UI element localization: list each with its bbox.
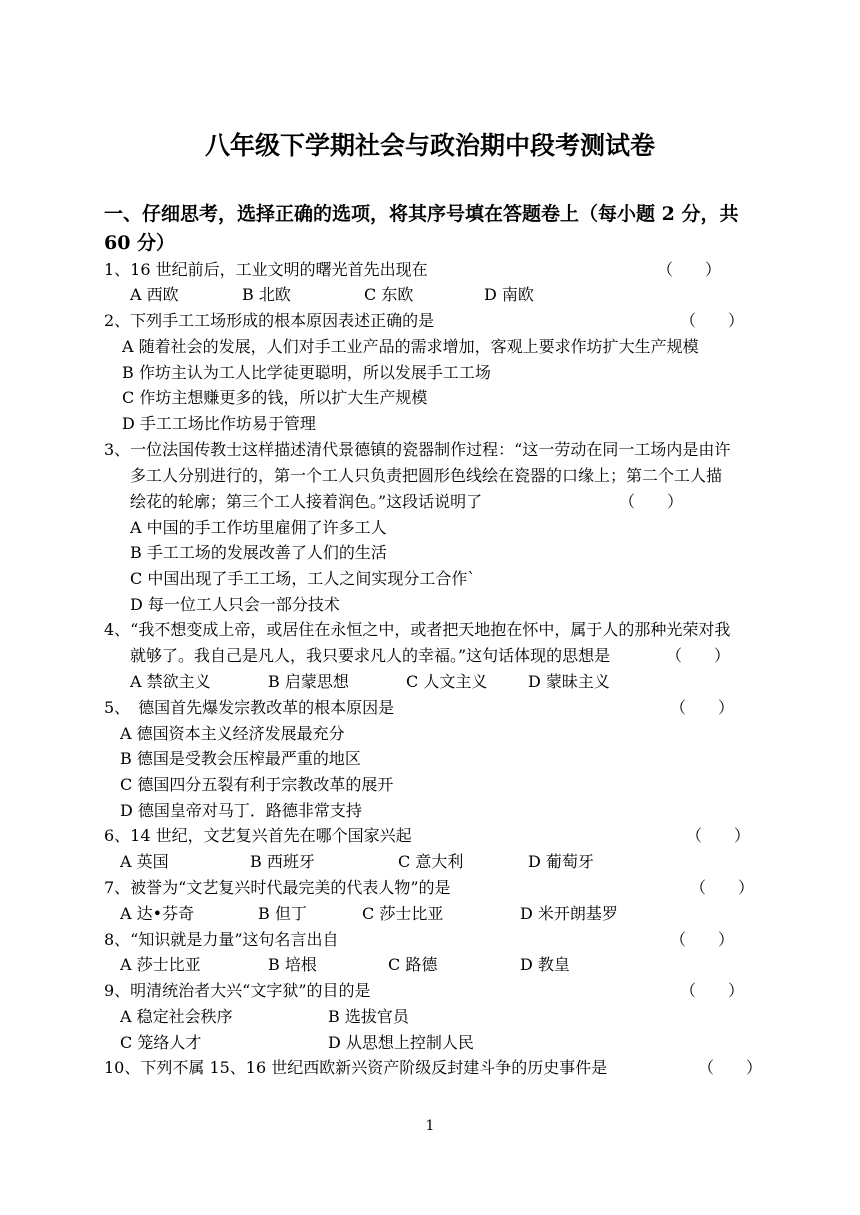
question-5-text: 5、 德国首先爆发宗教改革的根本原因是 bbox=[104, 698, 395, 717]
question-5-option-c: C 德国四分五裂有利于宗教改革的展开 bbox=[120, 775, 394, 794]
question-1-option-b: B 北欧 bbox=[242, 285, 291, 304]
question-8-answer-blank: （ ） bbox=[670, 930, 735, 949]
question-3-option-b: B 手工工场的发展改善了人们的生活 bbox=[130, 543, 387, 562]
question-6-option-c: C 意大利 bbox=[398, 852, 464, 871]
question-2-option-a: A 随着社会的发展，人们对手工业产品的需求增加，客观上要求作坊扩大生产规模 bbox=[122, 337, 699, 356]
question-6-answer-blank: （ ） bbox=[686, 826, 751, 845]
question-3-text-line3: 绘花的轮廓；第三个工人接着润色。”这段话说明了 bbox=[130, 492, 483, 511]
question-3-text-line2: 多工人分别进行的，第一个工人只负责把圆形色线绘在瓷器的口缘上；第二个工人描 bbox=[130, 466, 723, 485]
question-8-option-a: A 莎士比亚 bbox=[120, 955, 201, 974]
page-number: 1 bbox=[425, 1118, 435, 1134]
question-7-option-c: C 莎士比亚 bbox=[362, 904, 444, 923]
question-5-answer-blank: （ ） bbox=[670, 698, 735, 717]
question-8-text: 8、“知识就是力量”这句名言出自 bbox=[104, 930, 339, 949]
question-4-option-b: B 启蒙思想 bbox=[268, 672, 349, 691]
question-3-option-c: C 中国出现了手工工场，工人之间实现分工合作` bbox=[130, 569, 476, 588]
question-3-option-a: A 中国的手工作坊里雇佣了许多工人 bbox=[130, 518, 387, 537]
question-7-option-b: B 但丁 bbox=[258, 904, 307, 923]
question-9-option-c: C 笼络人才 bbox=[120, 1033, 202, 1052]
question-2-option-d: D 手工工场比作坊易于管理 bbox=[122, 414, 316, 433]
question-5-option-a: A 德国资本主义经济发展最充分 bbox=[120, 724, 345, 743]
question-2-text: 2、下列手工工场形成的根本原因表述正确的是 bbox=[104, 311, 435, 330]
question-9-answer-blank: （ ） bbox=[680, 981, 745, 1000]
question-3-answer-blank: （ ） bbox=[619, 492, 684, 511]
question-10-answer-blank: （ ） bbox=[698, 1058, 763, 1077]
question-10-text: 10、下列不属 15、16 世纪西欧新兴资产阶级反封建斗争的历史事件是 bbox=[104, 1058, 608, 1077]
question-1-text: 1、16 世纪前后，工业文明的曙光首先出现在 bbox=[104, 260, 428, 279]
question-8-option-d: D 教皇 bbox=[520, 955, 570, 974]
question-8-option-c: C 路德 bbox=[388, 955, 438, 974]
question-5-option-d: D 德国皇帝对马丁．路德非常支持 bbox=[120, 801, 362, 820]
question-7-answer-blank: （ ） bbox=[690, 878, 755, 897]
question-7-option-a: A 达•芬奇 bbox=[120, 904, 195, 923]
section-heading-line1: 一、仔细思考，选择正确的选项，将其序号填在答题卷上（每小题 2 分，共 bbox=[104, 203, 739, 225]
question-3-option-d: D 每一位工人只会一部分技术 bbox=[130, 595, 340, 614]
question-9-option-b: B 选拔官员 bbox=[328, 1007, 409, 1026]
question-1-option-c: C 东欧 bbox=[364, 285, 414, 304]
question-1-option-d: D 南欧 bbox=[484, 285, 534, 304]
question-6-option-a: A 英国 bbox=[120, 852, 169, 871]
question-3-text-line1: 3、一位法国传教士这样描述清代景德镇的瓷器制作过程：“这一劳动在同一工场内是由许 bbox=[104, 440, 731, 459]
section-heading bbox=[104, 200, 784, 258]
question-7-text: 7、被誉为“文艺复兴时代最完美的代表人物”的是 bbox=[104, 878, 451, 897]
exam-title: 八年级下学期社会与政治期中段考测试卷 bbox=[204, 131, 655, 160]
question-4-option-a: A 禁欲主义 bbox=[130, 672, 211, 691]
question-6-option-b: B 西班牙 bbox=[250, 852, 315, 871]
question-1-option-a: A 西欧 bbox=[130, 285, 179, 304]
question-6-option-d: D 葡萄牙 bbox=[528, 852, 594, 871]
question-4-text-line1: 4、“我不想变成上帝，或居住在永恒之中，或者把天地抱在怀中，属于人的那种光荣对我 bbox=[104, 620, 731, 639]
question-4-answer-blank: （ ） bbox=[666, 646, 731, 665]
question-5-option-b: B 德国是受教会压榨最严重的地区 bbox=[120, 749, 361, 768]
question-1-answer-blank: （ ） bbox=[657, 260, 722, 279]
question-6-text: 6、14 世纪，文艺复兴首先在哪个国家兴起 bbox=[104, 826, 412, 845]
question-4-text-line2: 就够了。我自己是凡人，我只要求凡人的幸福。”这句话体现的思想是 bbox=[130, 646, 611, 665]
question-9-text: 9、明清统治者大兴“文字狱”的目的是 bbox=[104, 981, 371, 1000]
question-4-option-d: D 蒙昧主义 bbox=[528, 672, 610, 691]
question-2-answer-blank: （ ） bbox=[680, 311, 745, 330]
question-9-option-d: D 从思想上控制人民 bbox=[328, 1033, 474, 1052]
question-7-option-d: D 米开朗基罗 bbox=[520, 904, 618, 923]
question-8-option-b: B 培根 bbox=[268, 955, 317, 974]
question-2-option-c: C 作坊主想赚更多的钱，所以扩大生产规模 bbox=[122, 388, 428, 407]
question-2-option-b: B 作坊主认为工人比学徒更聪明，所以发展手工工场 bbox=[122, 363, 491, 382]
question-9-option-a: A 稳定社会秩序 bbox=[120, 1007, 233, 1026]
section-heading-line2: 60 分） bbox=[104, 232, 176, 254]
question-4-option-c: C 人文主义 bbox=[406, 672, 488, 691]
